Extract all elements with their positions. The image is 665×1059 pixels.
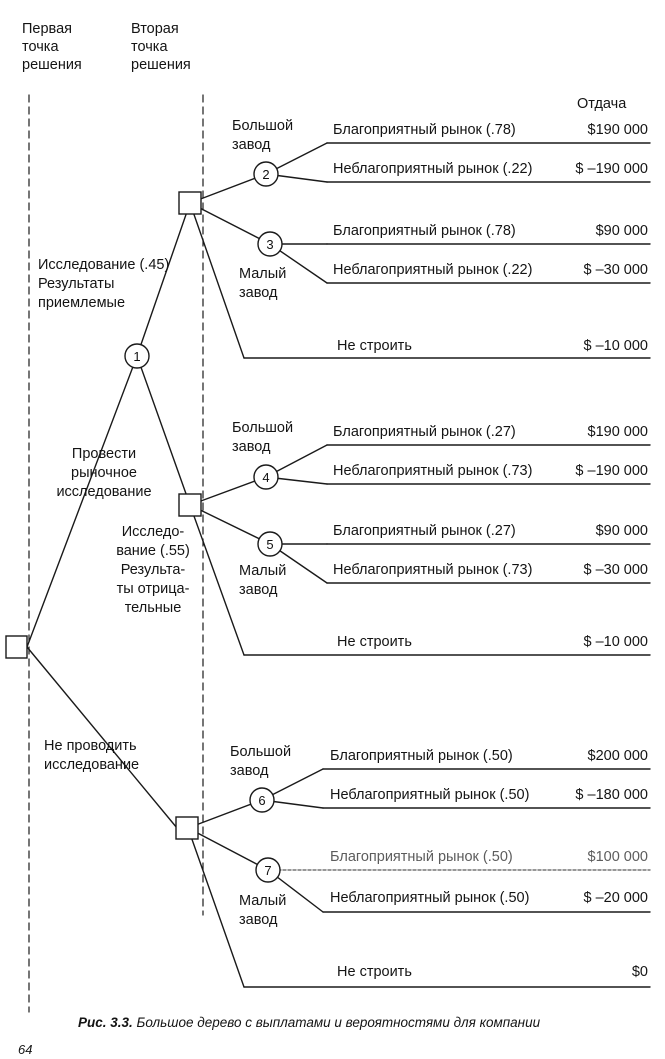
chance-node-4-label: 4 — [262, 470, 270, 485]
chance-node-3-label: 3 — [266, 237, 274, 252]
outcome-payoff: $ –190 000 — [575, 161, 648, 177]
large-plant-label-2: Большой завод — [232, 420, 294, 455]
outcome-label: Неблагоприятный рынок (.50) — [330, 787, 530, 803]
outcome-payoff: $190 000 — [587, 424, 648, 440]
outcome-label: Благоприятный рынок (.50) — [330, 849, 513, 865]
outcome-payoff: $ –190 000 — [575, 463, 648, 479]
payoff-header: Отдача — [577, 96, 627, 112]
outcome-payoff: $0 — [631, 964, 648, 980]
favorable-survey-label: Исследование (.45) Результаты приемлемые — [38, 257, 170, 311]
outcome-payoff: $190 000 — [587, 122, 648, 138]
figure-caption-text: Большое дерево с выплатами и вероятностями для компании — [136, 1015, 541, 1030]
outcome-label: Неблагоприятный рынок (.22) — [333, 262, 533, 278]
outcome-label: Неблагоприятный рынок (.73) — [333, 562, 533, 578]
outcome-label: Неблагоприятный рынок (.73) — [333, 463, 533, 479]
outcome-label: Не строить — [337, 964, 412, 980]
unfavorable-survey-label: Исследо- вание (.55) Результа- ты отрица- тельные — [116, 524, 190, 616]
chance-node-6-label: 6 — [258, 793, 266, 808]
small-plant-label-1: Малый завод — [239, 266, 287, 301]
figure-caption — [78, 1013, 540, 1032]
outcome-label: Не строить — [337, 338, 412, 354]
outcome-label: Не строить — [337, 634, 412, 650]
large-plant-label-3: Большой завод — [230, 744, 292, 779]
outcome-payoff: $100 000 — [587, 849, 648, 865]
first-decision-header: Первая точка решения — [22, 21, 82, 73]
edge-nobuild-3 — [188, 828, 244, 987]
small-plant-label-2: Малый завод — [239, 563, 287, 598]
market-research-label: Провести рыночное исследование — [56, 446, 152, 500]
outcome-label: Благоприятный рынок (.78) — [333, 122, 516, 138]
outcome-label: Неблагоприятный рынок (.22) — [333, 161, 533, 177]
decision-node-root — [6, 636, 27, 658]
outcome-payoff: $ –20 000 — [583, 890, 648, 906]
page-number: 64 — [18, 1042, 33, 1057]
chance-node-1-label: 1 — [133, 349, 141, 364]
large-plant-label-1: Большой завод — [232, 118, 294, 153]
second-decision-header: Вторая точка решения — [131, 21, 191, 73]
no-research-label: Не проводить исследование — [44, 738, 140, 773]
outcome-label: Благоприятный рынок (.27) — [333, 424, 516, 440]
outcome-payoff: $ –30 000 — [583, 562, 648, 578]
outcome-payoff: $90 000 — [595, 523, 648, 539]
outcome-payoff: $ –10 000 — [583, 338, 648, 354]
outcome-label: Благоприятный рынок (.50) — [330, 748, 513, 764]
outcome-payoff: $ –30 000 — [583, 262, 648, 278]
outcome-payoff: $ –180 000 — [575, 787, 648, 803]
chance-node-7-label: 7 — [264, 863, 272, 878]
small-plant-label-3: Малый завод — [239, 893, 287, 928]
chance-node-2-label: 2 — [262, 167, 270, 182]
figure-caption-number: Рис. 3.3. — [78, 1015, 133, 1030]
outcome-label: Благоприятный рынок (.78) — [333, 223, 516, 239]
outcome-label: Благоприятный рынок (.27) — [333, 523, 516, 539]
outcome-payoff: $ –10 000 — [583, 634, 648, 650]
decision-node-favorable — [179, 192, 201, 214]
decision-node-no-research — [176, 817, 198, 839]
chance-node-5-label: 5 — [266, 537, 274, 552]
outcome-payoff: $90 000 — [595, 223, 648, 239]
decision-node-unfavorable — [179, 494, 201, 516]
outcome-label: Неблагоприятный рынок (.50) — [330, 890, 530, 906]
outcome-payoff: $200 000 — [587, 748, 648, 764]
